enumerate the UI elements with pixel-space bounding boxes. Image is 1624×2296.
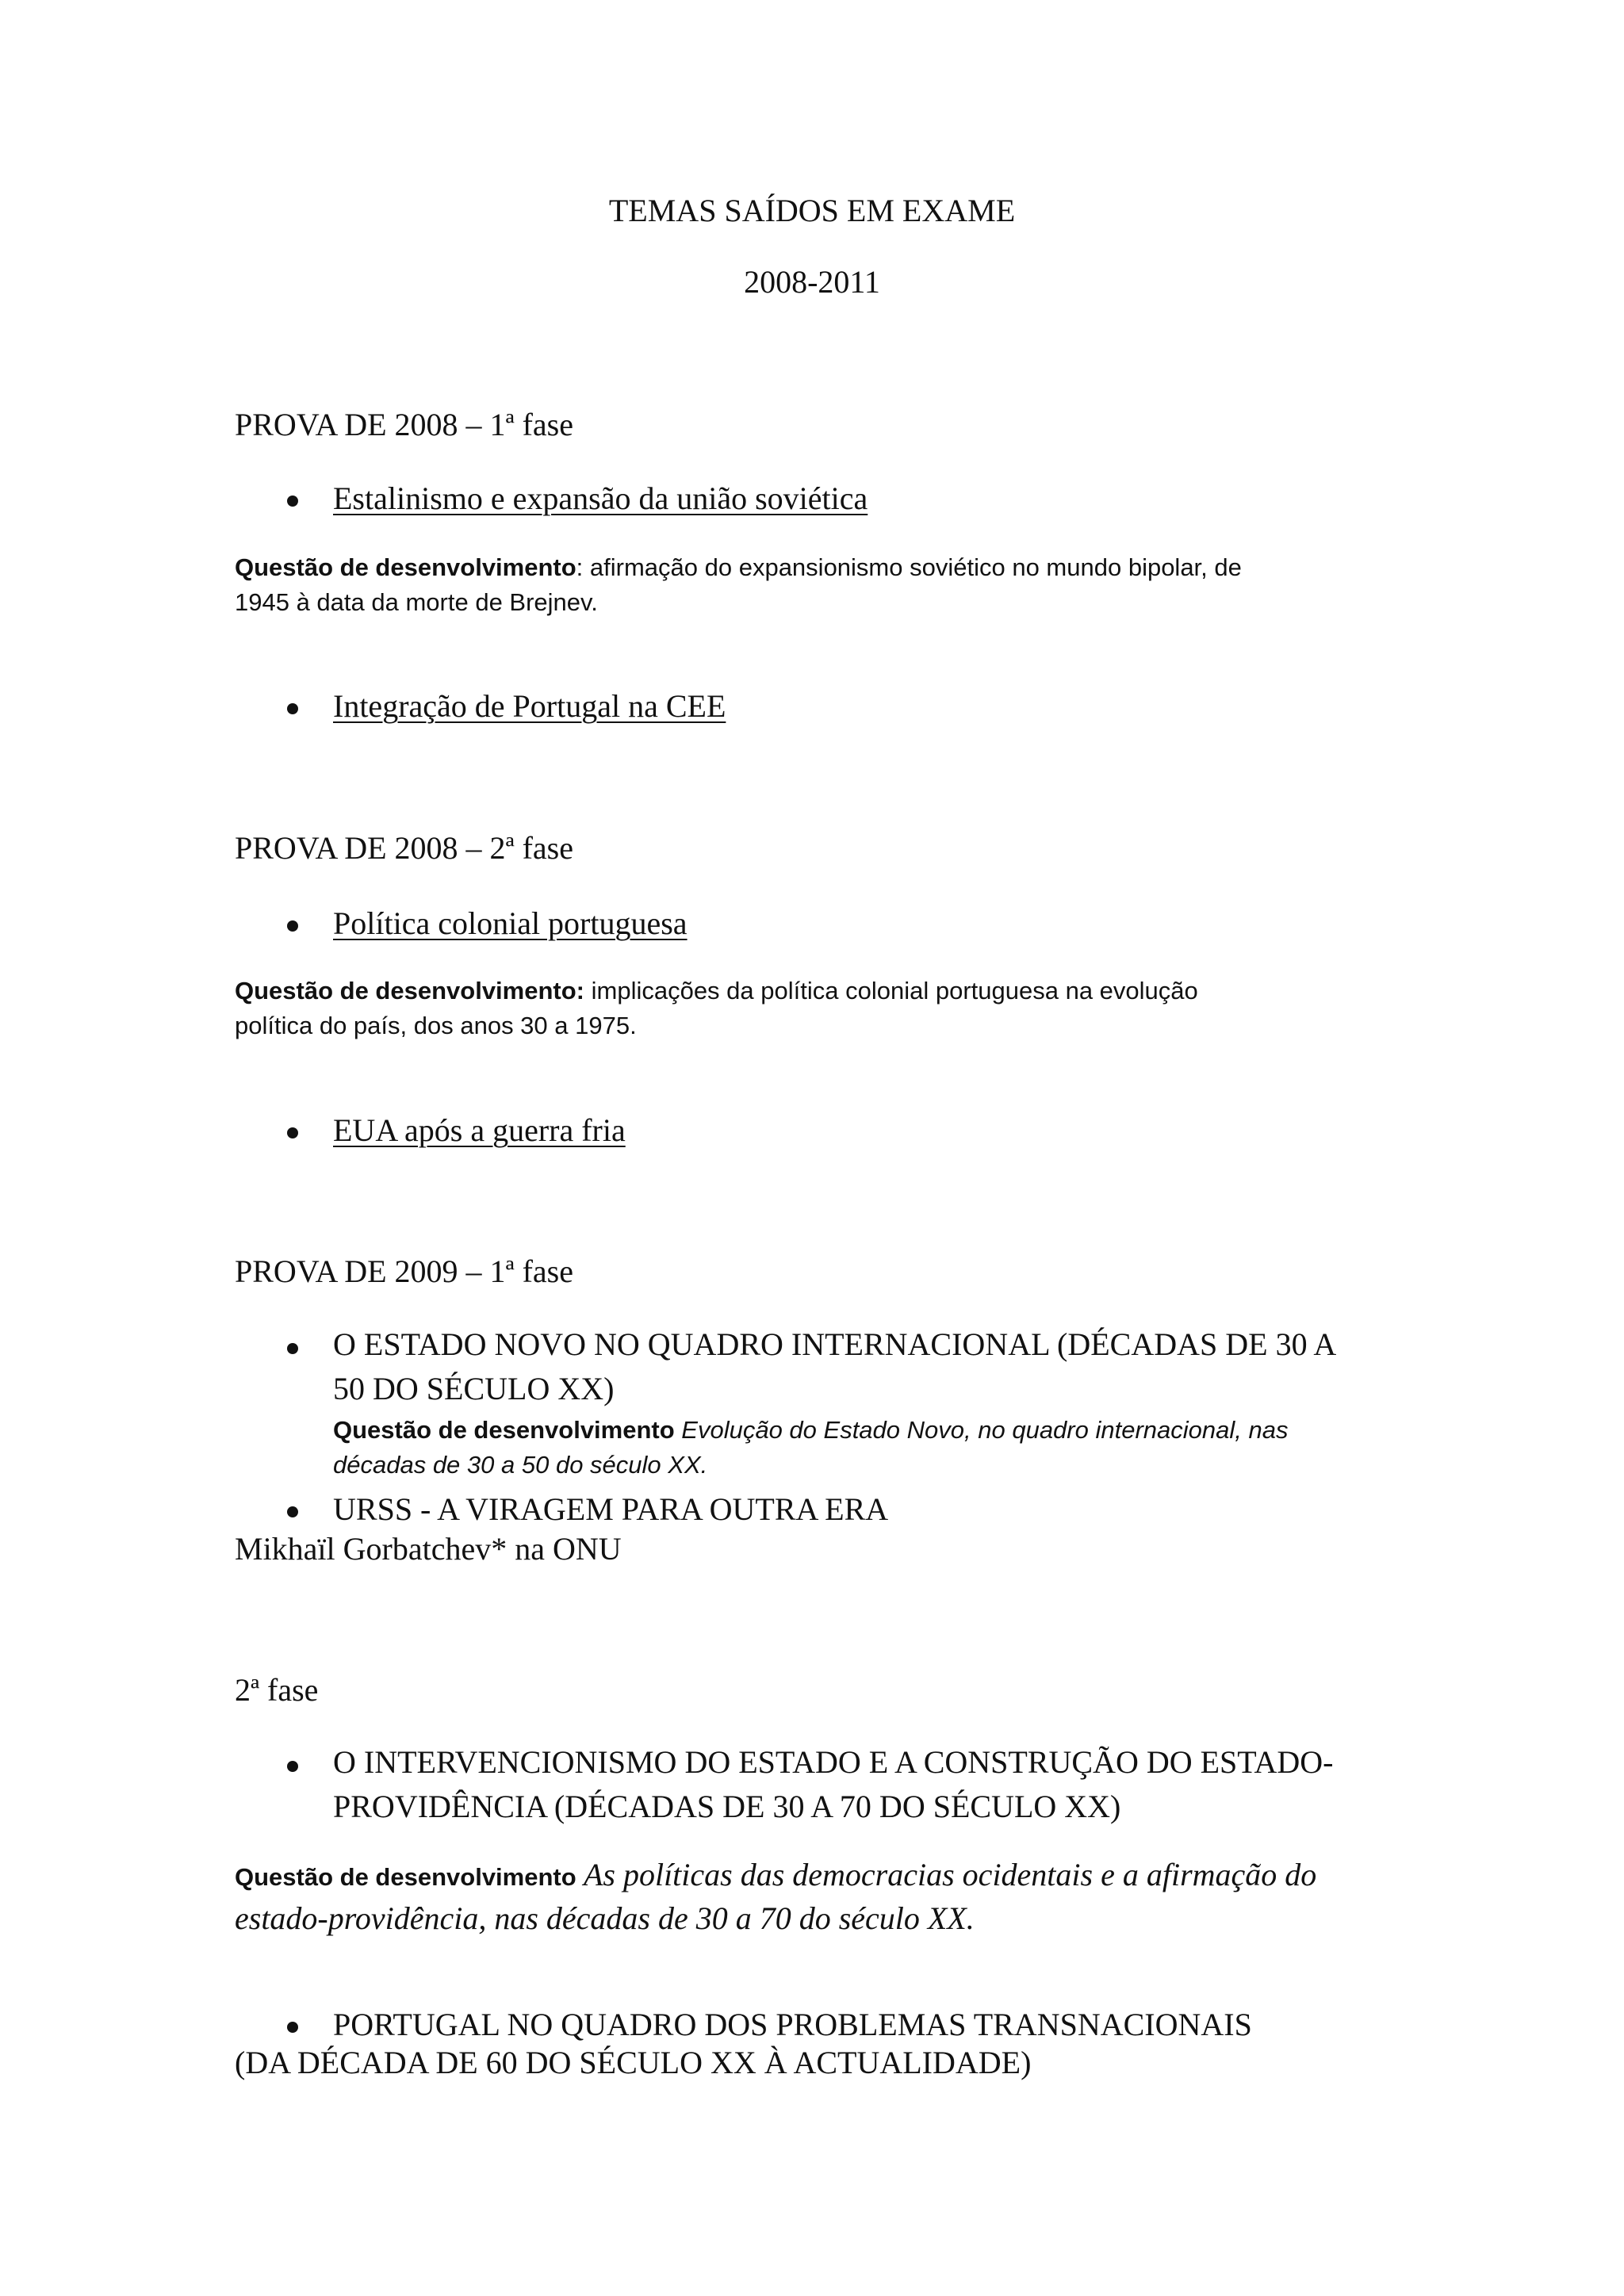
- bullet-icon: [287, 1506, 298, 1517]
- topic-politica-colonial: [333, 905, 688, 942]
- topic-label: Integração de Portugal na CEE: [333, 688, 726, 724]
- topic-line2: 50 DO SÉCULO XX): [333, 1371, 615, 1406]
- bullet-icon: [287, 1343, 298, 1354]
- section-heading-2009-fase2: 2ª fase: [235, 1672, 319, 1708]
- topic-line2: PROVIDÊNCIA (DÉCADAS DE 30 A 70 DO SÉCULO XX): [333, 1789, 1121, 1824]
- question-text-line1: implicações da política colonial portuguesa na evolução: [584, 977, 1198, 1004]
- topic-urss-viragem: URSS - A VIRAGEM PARA OUTRA ERA: [333, 1491, 889, 1527]
- question-text-line2: décadas de 30 a 50 do século XX.: [333, 1451, 708, 1479]
- topic-eua-guerra-fria: [333, 1112, 626, 1149]
- development-question-2008-fase2: [235, 974, 1400, 1043]
- topic-estalinismo: [333, 480, 868, 517]
- bullet-icon: [287, 496, 298, 507]
- topic-line1: O ESTADO NOVO NO QUADRO INTERNACIONAL (DÉCADAS DE 30 A: [333, 1326, 1337, 1362]
- bullet-icon: [287, 920, 298, 932]
- question-label: Questão de desenvolvimento: [235, 1863, 576, 1891]
- question-text-line2: 1945 à data da morte de Brejnev.: [235, 588, 598, 616]
- bullet-icon: [287, 1127, 298, 1138]
- topic-estado-novo: [333, 1322, 1336, 1411]
- topic-line1: O INTERVENCIONISMO DO ESTADO E A CONSTRUÇÃO DO ESTADO-: [333, 1744, 1334, 1780]
- question-text-line1: As políticas das democracias ocidentais e a afirmação do: [576, 1857, 1317, 1892]
- question-label: Questão de desenvolvimento:: [235, 977, 584, 1004]
- bullet-icon: [287, 2022, 298, 2033]
- section-heading-2008-fase2: PROVA DE 2008 – 2ª fase: [235, 830, 573, 866]
- bullet-icon: [287, 1761, 298, 1772]
- page-subtitle-years: 2008-2011: [744, 264, 880, 300]
- topic-subline-decada-60: (DA DÉCADA DE 60 DO SÉCULO XX À ACTUALIDADE): [235, 2045, 1032, 2080]
- topic-intervencionismo: [333, 1740, 1334, 1829]
- topic-label: Política colonial portuguesa: [333, 905, 688, 941]
- development-question-2009-fase2: [235, 1854, 1400, 1942]
- section-heading-2009-fase1: PROVA DE 2009 – 1ª fase: [235, 1253, 573, 1289]
- topic-label: Estalinismo e expansão da união soviética: [333, 480, 868, 516]
- question-text-line1: : afirmação do expansionismo soviético no mundo bipolar, de: [576, 553, 1242, 581]
- topic-integracao-cee: [333, 687, 726, 725]
- topic-subline-gorbatchev: Mikhaïl Gorbatchev* na ONU: [235, 1531, 622, 1567]
- topic-label: EUA após a guerra fria: [333, 1112, 626, 1148]
- question-text-line2: política do país, dos anos 30 a 1975.: [235, 1012, 637, 1039]
- question-text-line1: Evolução do Estado Novo, no quadro internacional, nas: [674, 1416, 1289, 1444]
- page-title: TEMAS SAÍDOS EM EXAME: [608, 193, 1016, 228]
- question-label: Questão de desenvolvimento: [235, 553, 576, 581]
- section-heading-2008-fase1: PROVA DE 2008 – 1ª fase: [235, 407, 573, 442]
- development-question-2009-fase1: [333, 1413, 1419, 1483]
- topic-problemas-transnacionais: PORTUGAL NO QUADRO DOS PROBLEMAS TRANSNACIONAIS: [333, 2007, 1252, 2042]
- question-label: Questão de desenvolvimento: [333, 1416, 675, 1444]
- bullet-icon: [287, 703, 298, 714]
- development-question-2008-fase1: [235, 550, 1400, 620]
- question-text-line2: estado-providência, nas décadas de 30 a 70 do século XX.: [235, 1900, 975, 1936]
